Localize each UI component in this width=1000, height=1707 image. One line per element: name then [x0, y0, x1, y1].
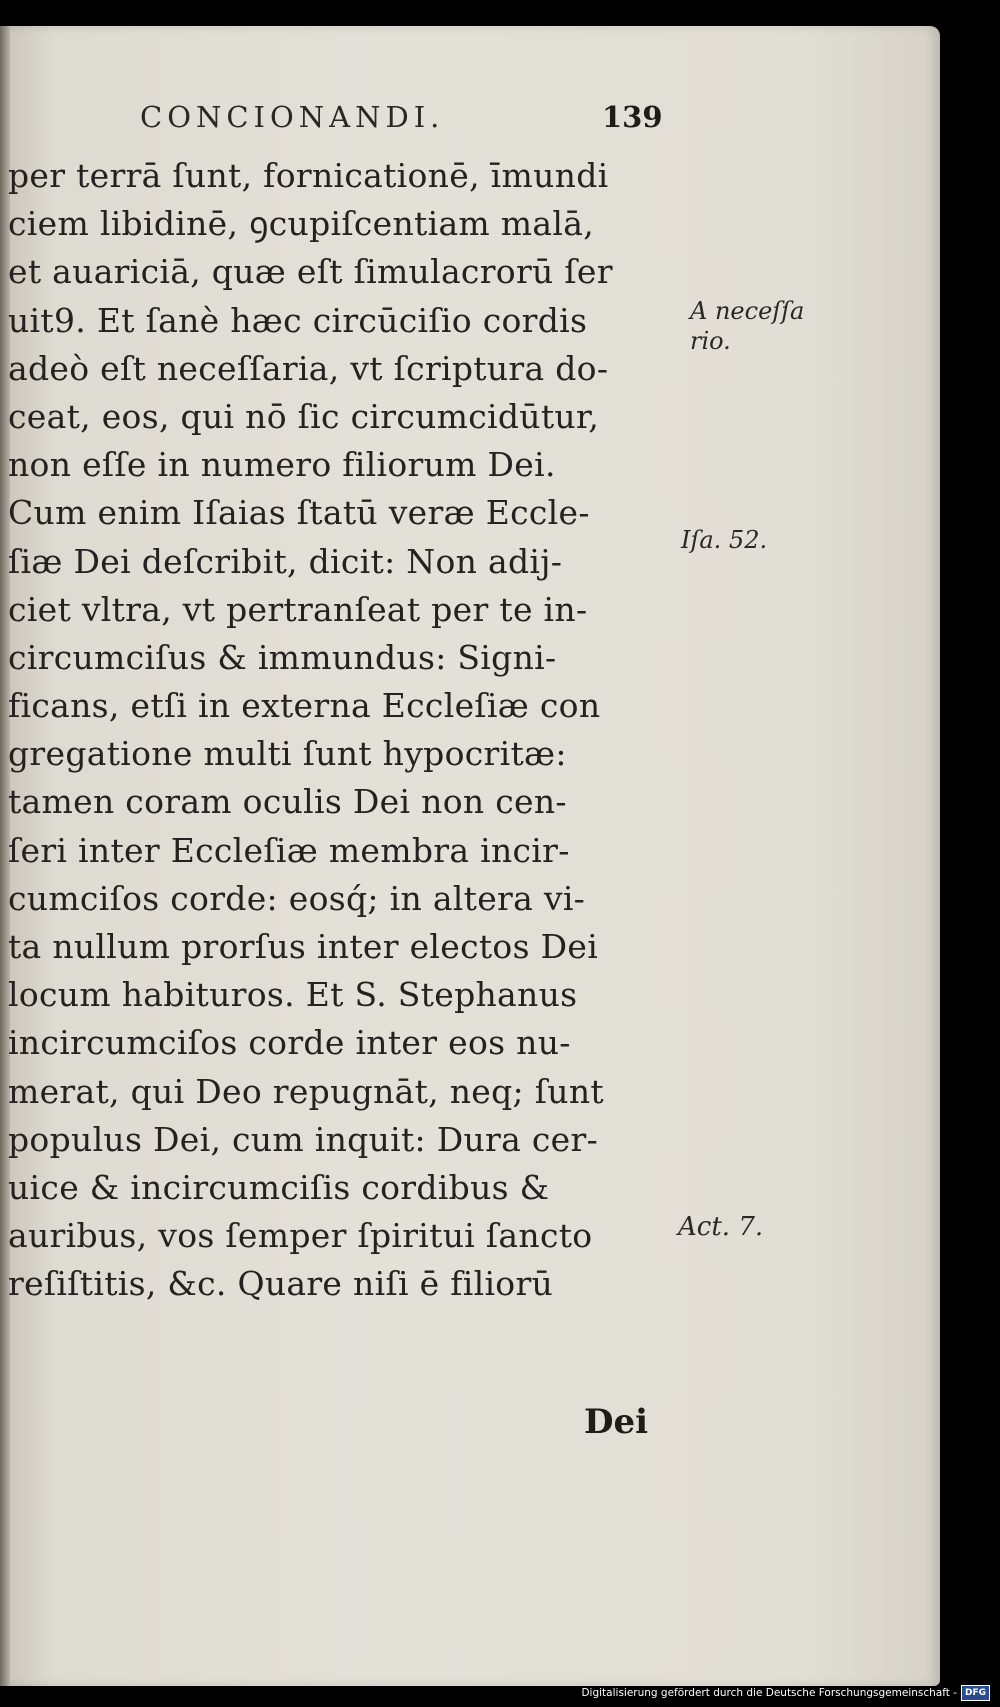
text-line: per terrā ſunt, fornicationē, īmundi	[8, 156, 609, 195]
text-line: circumciſus & immundus: Signi-	[8, 637, 557, 677]
margin-note-isaiah: Iſa. 52.	[681, 526, 768, 554]
text-line: locum habituros. Et S. Stephanus	[8, 975, 578, 1015]
funding-credit: Digitalisierung gefördert durch die Deutsche Forschungsgemeinschaft -	[581, 1687, 957, 1699]
catchword: Dei	[584, 1402, 649, 1442]
text-line: Cum enim Iſaias ſtatū veræ Eccle-	[8, 493, 590, 533]
page-number: 139	[602, 100, 663, 134]
text-line: ta nullum prorſus inter electos Dei	[8, 927, 599, 966]
text-line: incircumciſos corde inter eos nu-	[8, 1023, 571, 1063]
text-line: tamen coram oculis Dei non cen-	[8, 782, 567, 822]
text-line: populus Dei, cum inquit: Dura cer-	[8, 1119, 599, 1159]
text-line: ciem libidinē, ꝯcupiſcentiam malā,	[8, 204, 594, 244]
text-line: auribus, vos ſemper ſpiritui ſancto	[8, 1216, 593, 1256]
text-line: uit9. Et ſanè hæc circūciſio cordis	[8, 300, 588, 340]
margin-note-necessario	[690, 296, 804, 356]
text-line: ceat, eos, qui nō ſic circumcidūtur,	[8, 396, 600, 436]
running-title: CONCIONANDI.	[140, 100, 445, 134]
text-line: uice & incircumciſis cordibus &	[8, 1167, 550, 1207]
text-line: adeò eſt neceſſaria, vt ſcriptura do-	[8, 348, 609, 388]
text-line: ſeri inter Eccleſiæ membra incir-	[8, 830, 570, 870]
body-text	[8, 152, 678, 1309]
text-line: ficans, etſi in externa Eccleſiæ con	[8, 686, 601, 726]
dfg-logo: DFG	[961, 1685, 990, 1701]
text-line: gregatione multi ſunt hypocritæ:	[8, 734, 567, 774]
text-line: ſiæ Dei deſcribit, dicit: Non adij-	[8, 541, 563, 581]
running-head	[0, 100, 680, 140]
digitization-footer	[581, 1683, 990, 1703]
text-line: ciet vltra, vt pertranſeat per te in-	[8, 589, 588, 629]
text-line: cumciſos corde: eosq́; in altera vi-	[8, 878, 586, 918]
text-line: merat, qui Deo repugnāt, neq; ſunt	[8, 1071, 604, 1111]
text-line: et auariciā, quæ eſt ſimulacrorū ſer	[8, 252, 613, 292]
margin-note-acts: Act. 7.	[678, 1212, 764, 1242]
margin-note-text: A neceſſa rio.	[690, 297, 805, 355]
text-line: reſiſtitis, &c. Quare niſi ē filiorū	[8, 1264, 554, 1304]
text-line: non eſſe in numero filiorum Dei.	[8, 445, 556, 485]
